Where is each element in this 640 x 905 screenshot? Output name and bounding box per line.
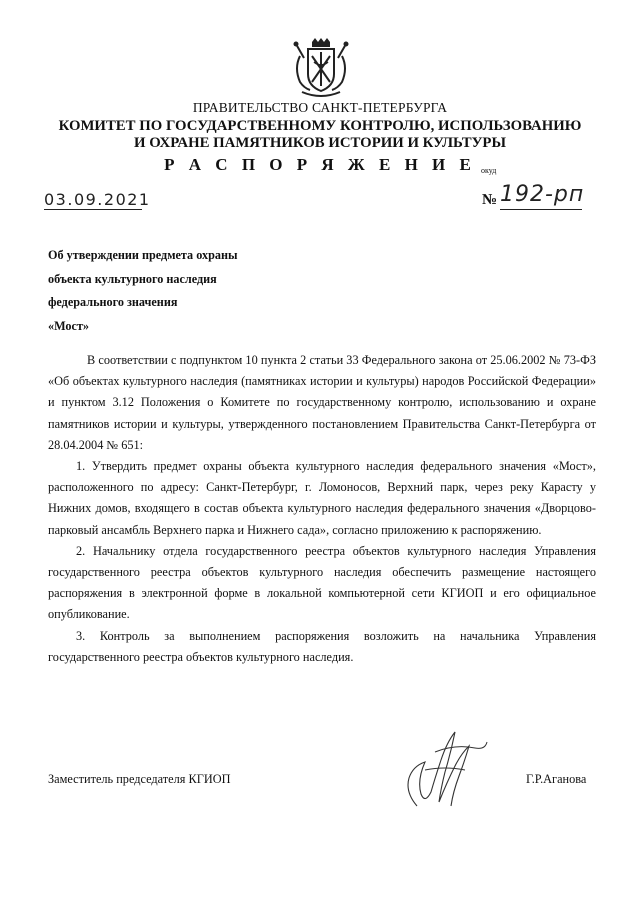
subject-line: Об утверждении предмета охраны xyxy=(48,248,238,262)
order-item-3: 3. Контроль за выполнением распоряжения возложить на начальника Управления государственного реестра объектов культурного наследия. xyxy=(48,628,596,664)
subject-line: «Мост» xyxy=(48,318,90,333)
document-number: 192-рп xyxy=(500,182,585,207)
document-date: 03.09.2021 xyxy=(44,190,151,209)
preamble-paragraph: В соответствии с подпунктом 10 пункта 2 статьи 33 Федерального закона от 25.06.2002 № 73-ФЗ «Об объектах культурного наследия (памятниках истории и культуры) народов Российской Федерации» и пунктом 3.12 Положения о Комитете по государственному контролю, использованию и охране памятников истории и культуры, утвержденного постановлением Правительства Санкт-Петербурга от 28.04.2004 № 651: xyxy=(48,353,596,452)
government-name: ПРАВИТЕЛЬСТВО САНКТ-ПЕТЕРБУРГА xyxy=(192,100,448,115)
okud-label: окуд xyxy=(481,166,497,175)
date-underline xyxy=(44,209,142,210)
saint-petersburg-coat-of-arms-icon xyxy=(290,38,352,100)
number-underline xyxy=(500,209,582,210)
subject-line: объекта культурного наследия xyxy=(48,271,217,286)
signatory-name: Г.Р.Аганова xyxy=(526,772,587,786)
handwritten-signature xyxy=(395,722,495,812)
subject-line: федерального значения xyxy=(48,295,178,309)
document-subject xyxy=(48,248,238,342)
number-label: № xyxy=(482,192,498,208)
document-body xyxy=(48,350,596,668)
order-item-2: 2. Начальнику отдела государственного реестра объектов культурного наследия Управления государственного реестра объектов культурного наследия обеспечить размещение настоящего распоряжения в электронной форме в локальной компьютерной сети КГИОП и его официальное опубликование. xyxy=(48,543,596,622)
document-type-title: Р А С П О Р Я Ж Е Н И Е xyxy=(164,155,476,174)
committee-name-line-1: КОМИТЕТ ПО ГОСУДАРСТВЕННОМУ КОНТРОЛЮ, ИСПОЛЬЗОВАНИЮ xyxy=(58,118,582,134)
signatory-position: Заместитель председателя КГИОП xyxy=(48,772,231,786)
order-item-1: 1. Утвердить предмет охраны объекта культурного наследия федерального значения «Мост», расположенного по адресу: Санкт-Петербург, г. Ломоносов, Верхний парк, через реку Карасту у Нижних домов, входящего в состав объекта культурного наследия федерального значения «Дворцово-парковый ансамбль Верхнего парка и Нижнего сада», согласно приложению к распоряжению. xyxy=(48,459,596,537)
committee-name-line-2: И ОХРАНЕ ПАМЯТНИКОВ ИСТОРИИ И КУЛЬТУРЫ xyxy=(133,135,506,151)
committee-name xyxy=(0,118,640,152)
